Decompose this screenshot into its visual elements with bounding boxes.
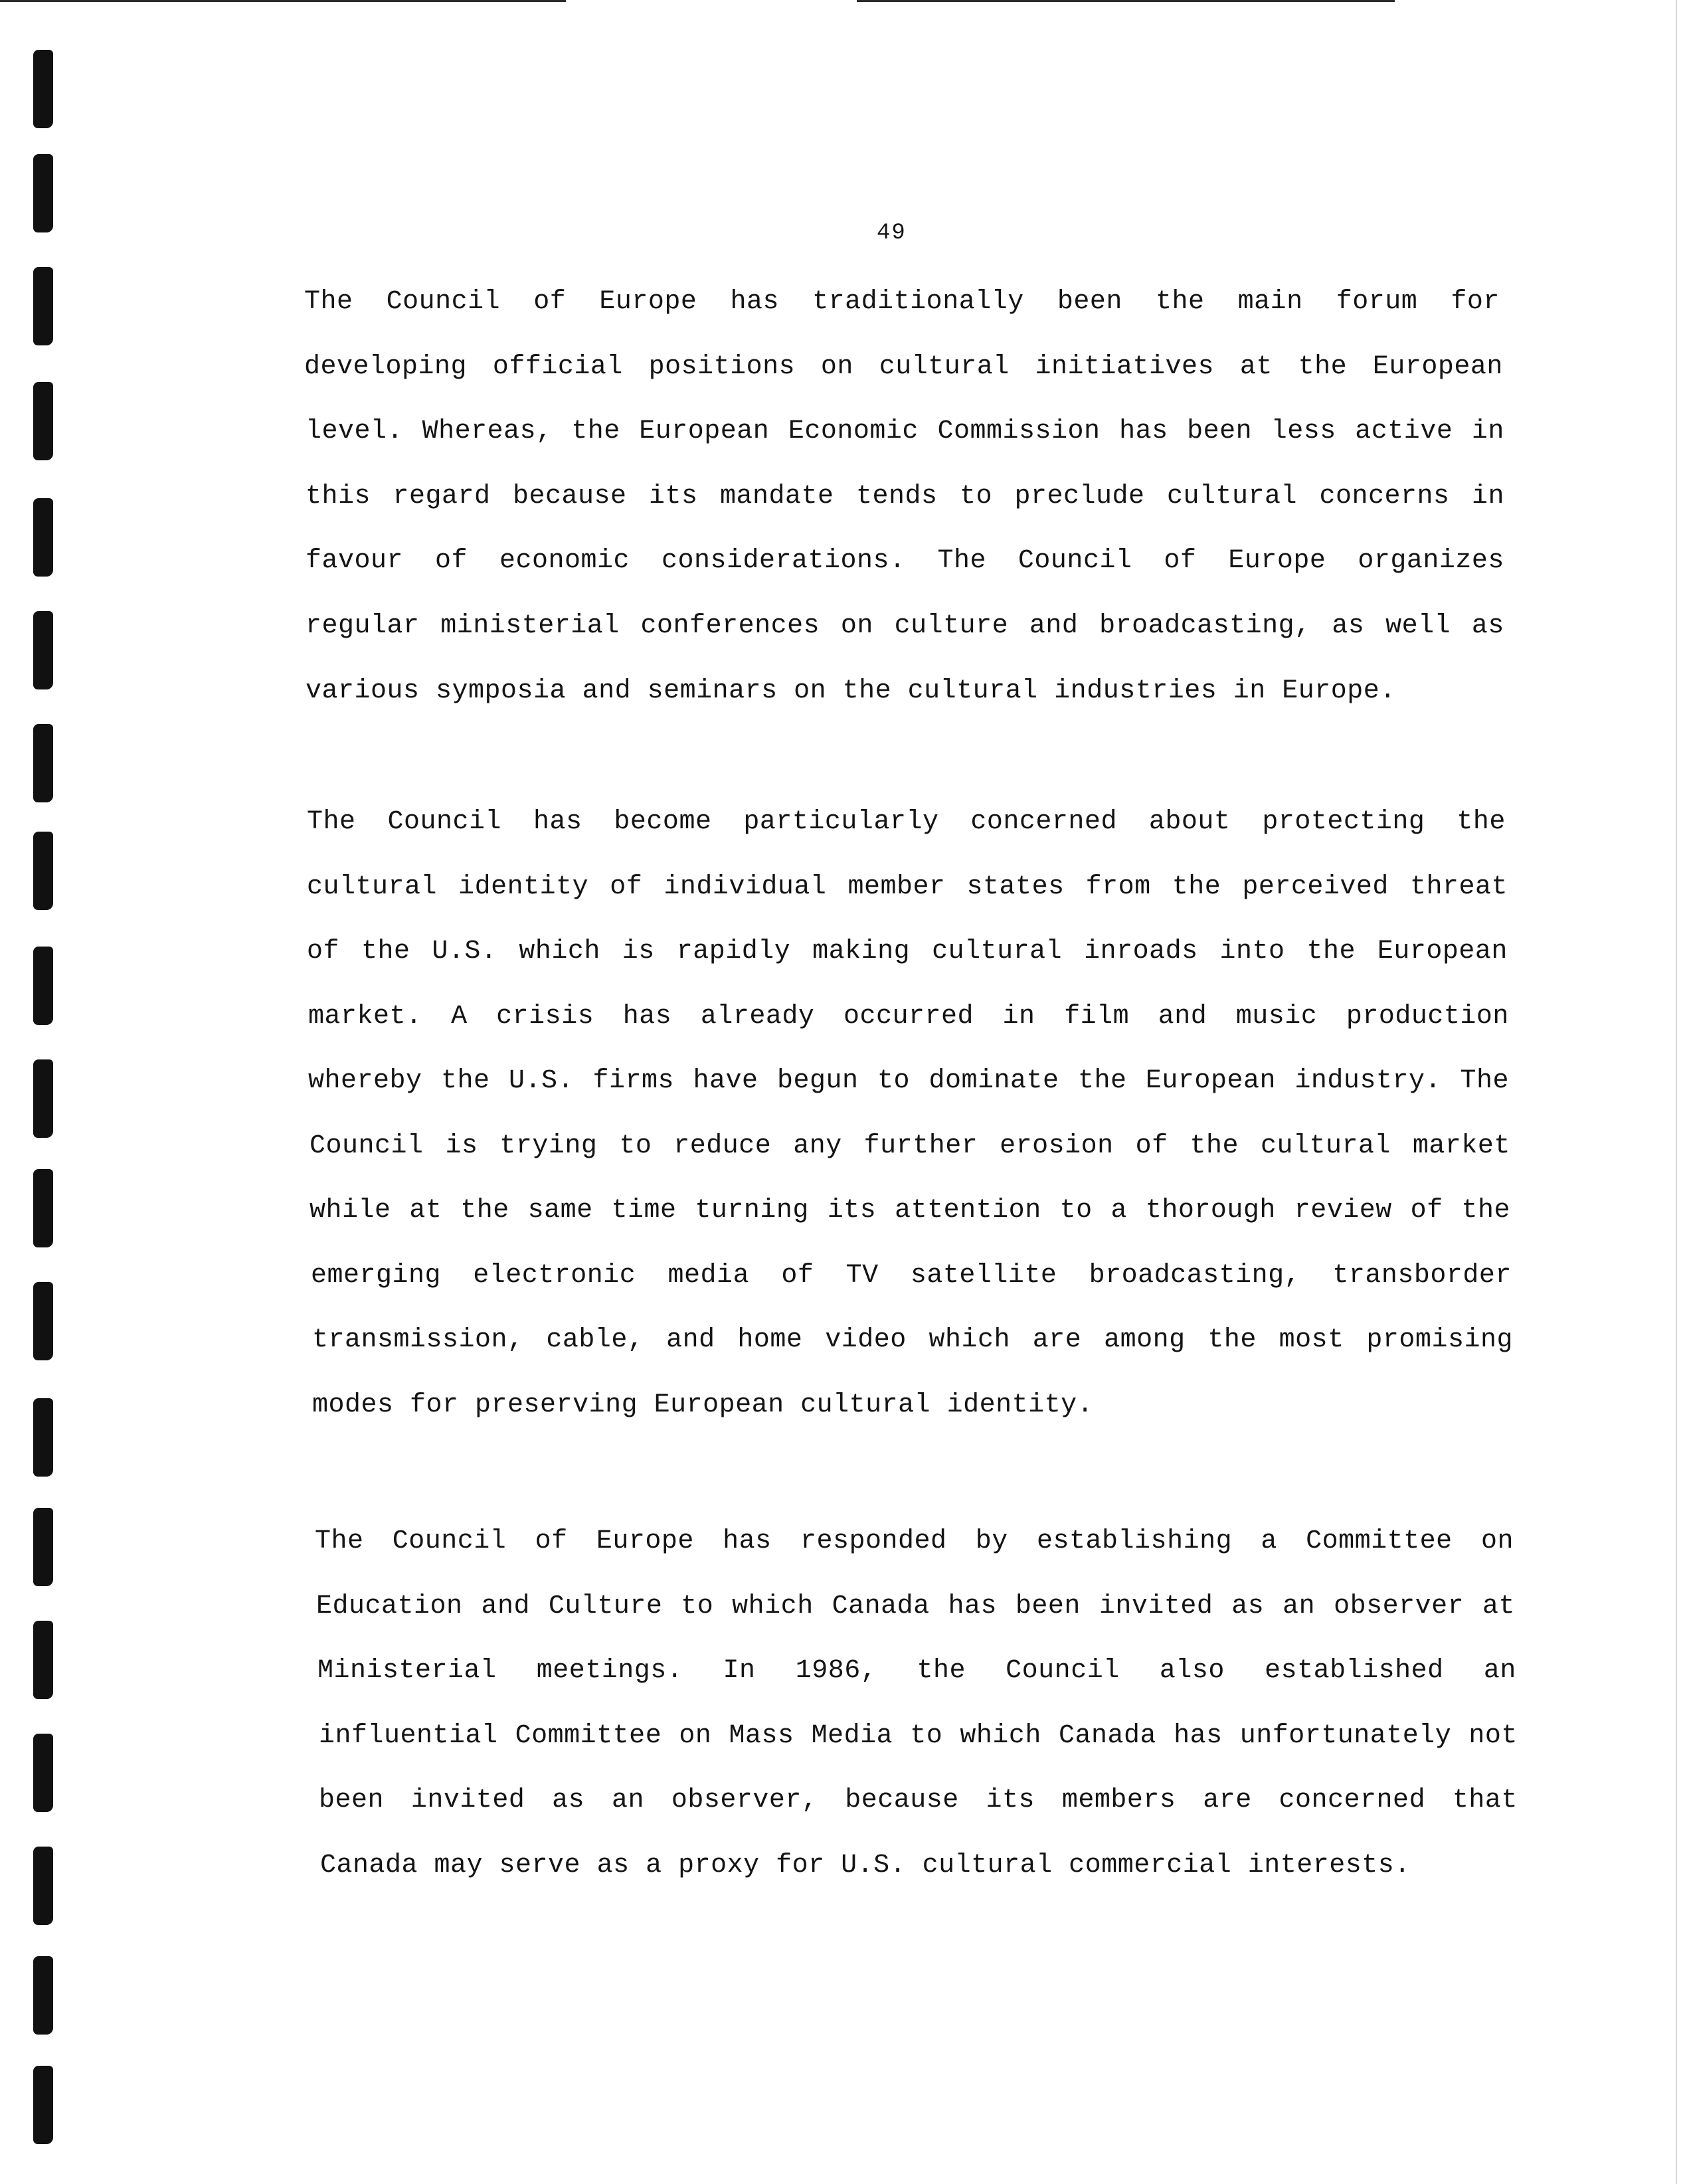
text-line: modes for preserving European cultural identity. bbox=[312, 1390, 1094, 1420]
word: A bbox=[451, 1002, 468, 1032]
word: on bbox=[679, 1721, 712, 1751]
word: responded bbox=[800, 1526, 947, 1556]
word: review bbox=[1294, 1196, 1392, 1226]
word: the bbox=[1461, 1196, 1510, 1226]
word: satellite bbox=[910, 1261, 1057, 1291]
word: of bbox=[610, 872, 643, 902]
word: member bbox=[847, 872, 946, 902]
text-line bbox=[304, 352, 1503, 382]
word: particularly bbox=[743, 807, 939, 837]
binder-holes bbox=[0, 0, 73, 2184]
text-line bbox=[306, 611, 1504, 641]
word: preclude bbox=[1014, 482, 1145, 511]
binder-hole bbox=[33, 1169, 53, 1247]
word: Committee bbox=[1306, 1526, 1453, 1556]
word: Mass bbox=[729, 1721, 794, 1751]
word: forum bbox=[1336, 287, 1418, 317]
word: market. bbox=[308, 1002, 422, 1032]
binder-hole bbox=[33, 154, 53, 232]
word: of bbox=[434, 546, 468, 576]
word: making bbox=[812, 937, 911, 966]
word: which bbox=[732, 1592, 814, 1621]
word: of bbox=[533, 287, 567, 317]
word: Council bbox=[387, 807, 501, 837]
word: European bbox=[1377, 937, 1508, 966]
word: thorough bbox=[1145, 1196, 1276, 1226]
word: of bbox=[781, 1261, 814, 1291]
word: for bbox=[1451, 287, 1500, 317]
word: already bbox=[700, 1002, 815, 1032]
word: Council bbox=[1006, 1656, 1120, 1686]
word: emerging bbox=[311, 1261, 442, 1291]
word: the bbox=[1190, 1131, 1239, 1161]
word: reduce bbox=[673, 1131, 772, 1161]
word: on bbox=[840, 611, 873, 641]
word: at bbox=[1482, 1592, 1515, 1621]
word: established bbox=[1265, 1656, 1444, 1686]
binder-hole bbox=[33, 947, 53, 1025]
word: and bbox=[1158, 1002, 1207, 1032]
binder-hole bbox=[33, 1398, 53, 1477]
word: Europe bbox=[1228, 546, 1326, 576]
text-line bbox=[312, 1325, 1513, 1355]
word: has bbox=[1174, 1721, 1223, 1751]
word: the bbox=[917, 1656, 966, 1686]
word: into bbox=[1219, 937, 1285, 966]
word: European bbox=[1145, 1066, 1276, 1096]
word: European bbox=[1372, 352, 1503, 382]
binder-hole bbox=[33, 1282, 53, 1360]
word: main bbox=[1237, 287, 1303, 317]
binder-hole bbox=[33, 382, 53, 460]
page-right-edge bbox=[1676, 0, 1677, 2184]
word: conferences bbox=[640, 611, 820, 641]
word: of bbox=[1164, 546, 1197, 576]
word: as bbox=[1332, 611, 1365, 641]
word: active bbox=[1355, 416, 1453, 446]
word: level. bbox=[306, 416, 404, 446]
text-line bbox=[306, 416, 1504, 446]
word: meetings. bbox=[536, 1656, 683, 1686]
word: a bbox=[1110, 1196, 1127, 1226]
word: states bbox=[966, 872, 1065, 902]
text-line bbox=[316, 1592, 1515, 1621]
word: is bbox=[622, 937, 655, 966]
word: Canada bbox=[1058, 1721, 1156, 1751]
word: promising bbox=[1366, 1325, 1513, 1355]
word: regard bbox=[393, 482, 491, 511]
word: because bbox=[512, 482, 627, 511]
word: begun bbox=[776, 1066, 859, 1096]
word: which bbox=[519, 937, 600, 966]
word: The bbox=[307, 807, 356, 837]
word: Council bbox=[1018, 546, 1132, 576]
word: unfortunately bbox=[1239, 1721, 1452, 1751]
top-border-right bbox=[857, 0, 1395, 2]
word: on bbox=[820, 352, 853, 382]
word: this bbox=[306, 482, 371, 511]
word: of bbox=[1135, 1131, 1168, 1161]
word: of bbox=[535, 1526, 568, 1556]
text-line bbox=[311, 1261, 1512, 1291]
binder-hole bbox=[33, 50, 53, 128]
text-line bbox=[310, 1196, 1510, 1226]
word: turning bbox=[695, 1196, 809, 1226]
word: U.S. bbox=[432, 937, 497, 966]
word: Commission bbox=[937, 416, 1101, 446]
word: an bbox=[1483, 1656, 1516, 1686]
word: The bbox=[1460, 1066, 1509, 1096]
word: concerned bbox=[1279, 1785, 1426, 1815]
word: been bbox=[1015, 1592, 1081, 1621]
word: the bbox=[1077, 1066, 1127, 1096]
word: European bbox=[639, 416, 770, 446]
page-number: 49 bbox=[877, 221, 907, 246]
word: influential bbox=[319, 1721, 498, 1751]
word: official bbox=[492, 352, 623, 382]
word: has bbox=[723, 1526, 772, 1556]
word: ministerial bbox=[440, 611, 620, 641]
word: as bbox=[552, 1785, 585, 1815]
word: to bbox=[619, 1131, 652, 1161]
word: industry. bbox=[1294, 1066, 1441, 1096]
word: as bbox=[1471, 611, 1504, 641]
word: the bbox=[1207, 1325, 1257, 1355]
word: in bbox=[1471, 482, 1504, 511]
word: are bbox=[1203, 1785, 1252, 1815]
word: its bbox=[648, 482, 698, 511]
word: not bbox=[1468, 1721, 1518, 1751]
word: the bbox=[571, 416, 620, 446]
word: are bbox=[1032, 1325, 1082, 1355]
word: positions bbox=[648, 352, 796, 382]
word: Council bbox=[386, 287, 501, 317]
word: about bbox=[1148, 807, 1231, 837]
text-line bbox=[306, 546, 1504, 576]
word: inroads bbox=[1084, 937, 1198, 966]
word: the bbox=[361, 937, 410, 966]
word: of bbox=[307, 937, 340, 966]
word: its bbox=[986, 1785, 1035, 1815]
word: has bbox=[622, 1002, 672, 1032]
word: most bbox=[1279, 1325, 1344, 1355]
word: has bbox=[533, 807, 582, 837]
word: concerns bbox=[1319, 482, 1450, 511]
binder-hole bbox=[33, 611, 53, 689]
binder-hole bbox=[33, 1621, 53, 1699]
word: establishing bbox=[1037, 1526, 1233, 1556]
word: Whereas, bbox=[422, 416, 553, 446]
word: cultural bbox=[1260, 1131, 1391, 1161]
word: favour bbox=[306, 546, 404, 576]
word: Council bbox=[392, 1526, 507, 1556]
word: Culture bbox=[548, 1592, 663, 1621]
binder-hole bbox=[33, 1059, 53, 1138]
text-line bbox=[310, 1131, 1510, 1161]
word: crisis bbox=[496, 1002, 594, 1032]
word: an bbox=[612, 1785, 645, 1815]
text-line bbox=[306, 482, 1504, 511]
word: developing bbox=[304, 352, 468, 382]
word: any bbox=[793, 1131, 842, 1161]
word: well bbox=[1385, 611, 1451, 641]
word: been bbox=[1187, 416, 1253, 446]
word: while bbox=[310, 1196, 391, 1226]
word: cultural bbox=[879, 352, 1010, 382]
word: 1986, bbox=[795, 1656, 877, 1686]
word: to bbox=[1059, 1196, 1093, 1226]
word: Economic bbox=[788, 416, 919, 446]
word: individual bbox=[664, 872, 827, 902]
binder-hole bbox=[33, 1847, 53, 1925]
word: invited bbox=[410, 1785, 525, 1815]
word: trying bbox=[499, 1131, 598, 1161]
word: The bbox=[937, 546, 986, 576]
word: video bbox=[825, 1325, 907, 1355]
word: to bbox=[959, 482, 992, 511]
word: an bbox=[1283, 1592, 1316, 1621]
word: to bbox=[681, 1592, 714, 1621]
word: its bbox=[827, 1196, 877, 1226]
text-line bbox=[304, 287, 1500, 317]
word: have bbox=[693, 1066, 758, 1096]
word: observer, bbox=[671, 1785, 818, 1815]
word: protecting bbox=[1262, 807, 1425, 837]
word: which bbox=[929, 1325, 1011, 1355]
text-line bbox=[319, 1721, 1518, 1751]
word: cable, bbox=[546, 1325, 644, 1355]
word: whereby bbox=[308, 1066, 422, 1096]
word: and bbox=[1029, 611, 1079, 641]
word: The bbox=[315, 1526, 364, 1556]
word: of bbox=[1410, 1196, 1443, 1226]
word: Ministerial bbox=[317, 1656, 497, 1686]
word: initiatives bbox=[1035, 352, 1215, 382]
word: Canada bbox=[832, 1592, 930, 1621]
word: in bbox=[1471, 416, 1504, 446]
word: identity bbox=[458, 872, 589, 902]
word: threat bbox=[1409, 872, 1508, 902]
word: dominate bbox=[929, 1066, 1059, 1096]
text-line bbox=[307, 937, 1508, 966]
word: culture bbox=[894, 611, 1009, 641]
binder-hole bbox=[33, 1508, 53, 1586]
word: to bbox=[877, 1066, 910, 1096]
word: cultural bbox=[307, 872, 438, 902]
word: attention bbox=[895, 1196, 1041, 1226]
word: regular bbox=[306, 611, 420, 641]
word: members bbox=[1061, 1785, 1176, 1815]
word: firms bbox=[592, 1066, 674, 1096]
word: the bbox=[1306, 937, 1356, 966]
word: Education bbox=[316, 1592, 463, 1621]
word: media bbox=[667, 1261, 750, 1291]
word: at bbox=[1239, 352, 1273, 382]
word: the bbox=[1172, 872, 1221, 902]
word: by bbox=[975, 1526, 1008, 1556]
word: TV bbox=[845, 1261, 879, 1291]
binder-hole bbox=[33, 1734, 53, 1812]
word: because bbox=[845, 1785, 959, 1815]
word: The bbox=[304, 287, 353, 317]
top-border-left bbox=[0, 0, 566, 2]
text-line: various symposia and seminars on the cultural industries in Europe. bbox=[306, 676, 1396, 706]
word: production bbox=[1346, 1002, 1509, 1032]
word: market bbox=[1412, 1131, 1510, 1161]
word: among bbox=[1104, 1325, 1186, 1355]
word: In bbox=[723, 1656, 756, 1686]
word: as bbox=[1231, 1592, 1265, 1621]
word: Media bbox=[811, 1721, 893, 1751]
word: Europe bbox=[596, 1526, 694, 1556]
word: economic bbox=[499, 546, 630, 576]
text-line bbox=[307, 807, 1506, 837]
word: is bbox=[445, 1131, 478, 1161]
text-line bbox=[307, 872, 1508, 902]
word: on bbox=[1480, 1526, 1514, 1556]
word: transborder bbox=[1332, 1261, 1512, 1291]
word: time bbox=[611, 1196, 677, 1226]
word: a bbox=[1261, 1526, 1277, 1556]
word: been bbox=[1057, 287, 1122, 317]
text-line bbox=[319, 1785, 1518, 1815]
word: Europe bbox=[599, 287, 697, 317]
word: Committee bbox=[515, 1721, 662, 1751]
text-line bbox=[315, 1526, 1514, 1556]
binder-hole bbox=[33, 498, 53, 577]
word: music bbox=[1235, 1002, 1318, 1032]
word: less bbox=[1271, 416, 1336, 446]
word: transmission, bbox=[312, 1325, 524, 1355]
word: U.S. bbox=[508, 1066, 574, 1096]
word: at bbox=[409, 1196, 442, 1226]
word: from bbox=[1085, 872, 1151, 902]
word: broadcasting, bbox=[1089, 1261, 1301, 1291]
word: the bbox=[1155, 287, 1205, 317]
word: tends bbox=[855, 482, 938, 511]
binder-hole bbox=[33, 1956, 53, 2035]
word: further bbox=[863, 1131, 978, 1161]
word: cultural bbox=[932, 937, 1063, 966]
word: also bbox=[1159, 1656, 1225, 1686]
word: same bbox=[527, 1196, 593, 1226]
word: and bbox=[666, 1325, 715, 1355]
word: has bbox=[1119, 416, 1168, 446]
word: the bbox=[1457, 807, 1506, 837]
word: occurred bbox=[843, 1002, 974, 1032]
word: mandate bbox=[719, 482, 834, 511]
word: the bbox=[1298, 352, 1348, 382]
text-line: Canada may serve as a proxy for U.S. cultural commercial interests. bbox=[320, 1851, 1411, 1880]
word: home bbox=[737, 1325, 803, 1355]
text-line bbox=[308, 1002, 1509, 1032]
word: observer bbox=[1334, 1592, 1464, 1621]
word: in bbox=[1002, 1002, 1035, 1032]
word: been bbox=[319, 1785, 385, 1815]
word: invited bbox=[1099, 1592, 1213, 1621]
binder-hole bbox=[33, 2066, 53, 2144]
word: traditionally bbox=[812, 287, 1024, 317]
word: organizes bbox=[1358, 546, 1504, 576]
word: the bbox=[460, 1196, 509, 1226]
word: perceived bbox=[1242, 872, 1389, 902]
word: which bbox=[960, 1721, 1041, 1751]
word: and bbox=[481, 1592, 530, 1621]
text-line bbox=[308, 1066, 1509, 1096]
word: film bbox=[1064, 1002, 1130, 1032]
binder-hole bbox=[33, 724, 53, 802]
word: Council bbox=[310, 1131, 424, 1161]
word: rapidly bbox=[676, 937, 791, 966]
word: concerned bbox=[970, 807, 1117, 837]
binder-hole bbox=[33, 832, 53, 910]
word: become bbox=[614, 807, 712, 837]
word: the bbox=[441, 1066, 490, 1096]
text-line bbox=[317, 1656, 1516, 1686]
word: cultural bbox=[1166, 482, 1297, 511]
word: to bbox=[910, 1721, 943, 1751]
word: has bbox=[948, 1592, 998, 1621]
binder-hole bbox=[33, 267, 53, 345]
word: that bbox=[1452, 1785, 1518, 1815]
word: considerations. bbox=[661, 546, 906, 576]
word: erosion bbox=[1000, 1131, 1114, 1161]
word: electronic bbox=[473, 1261, 636, 1291]
word: has bbox=[730, 287, 780, 317]
word: broadcasting, bbox=[1099, 611, 1311, 641]
